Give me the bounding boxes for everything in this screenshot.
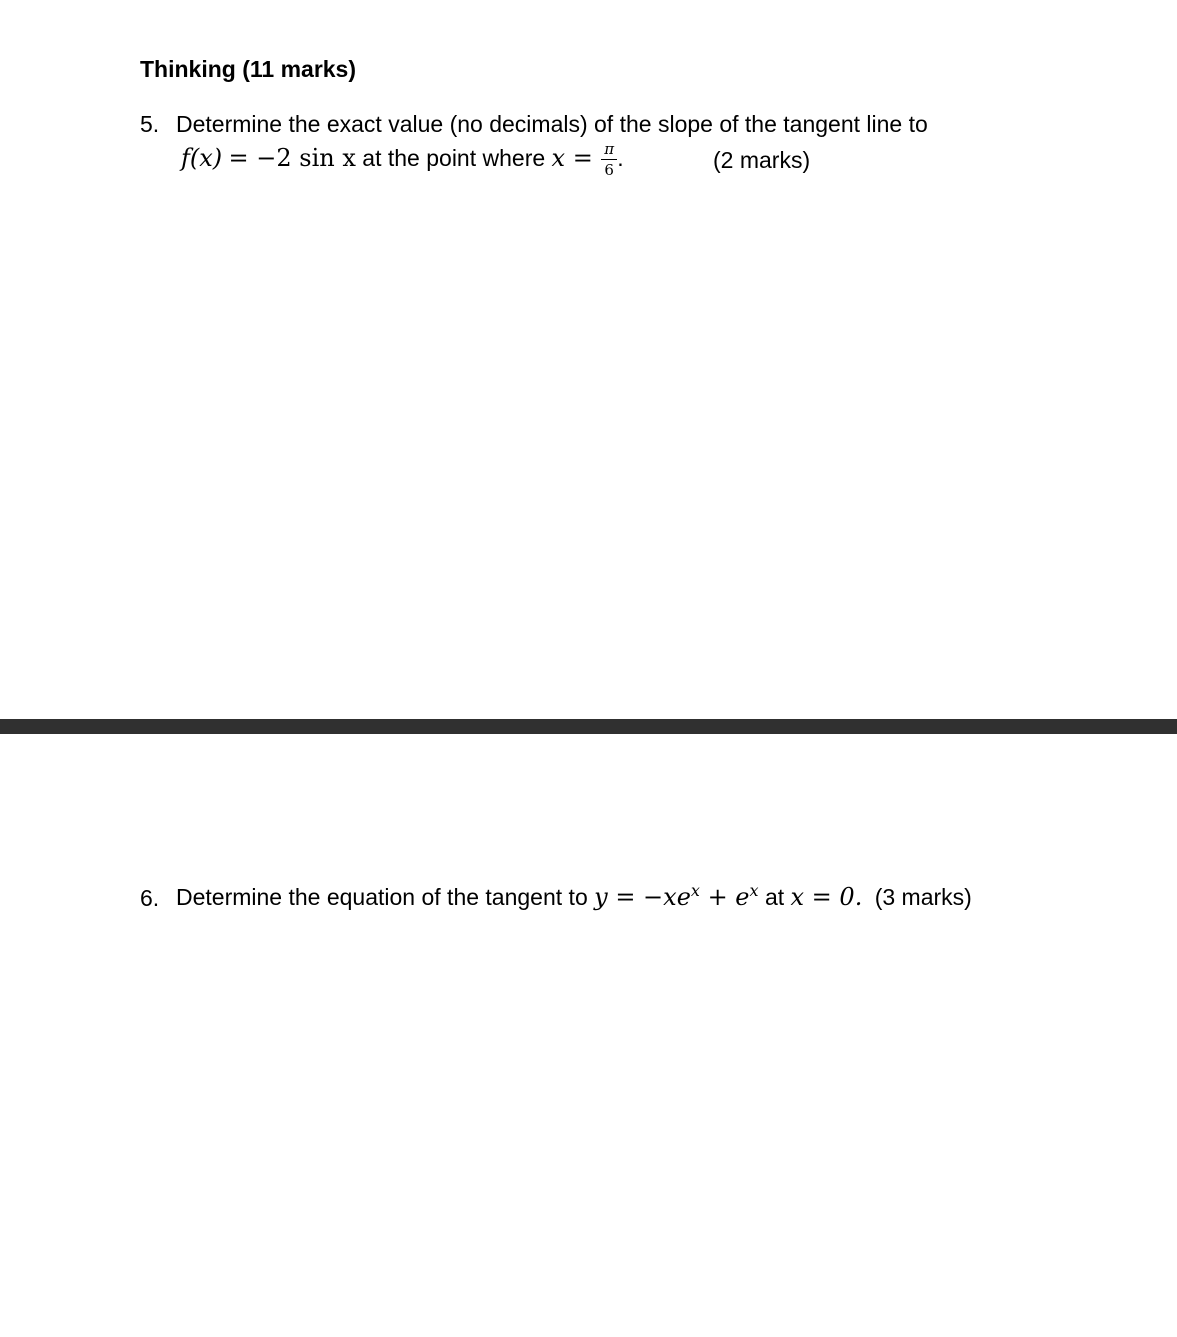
question-5-connector: at the point where — [362, 145, 546, 171]
question-6-condition: x = 0. — [790, 883, 863, 911]
page-divider — [0, 719, 1177, 734]
question-6-marks: (3 marks) — [874, 884, 972, 910]
question-6-connector: at — [764, 884, 785, 910]
fraction-numerator: π — [601, 141, 617, 160]
question-5-number: 5. — [140, 111, 160, 137]
condition-variable: x = — [551, 144, 593, 172]
question-6-line — [176, 880, 972, 914]
function-rhs: = −2 sin x — [228, 144, 356, 172]
pi-over-six-fraction — [601, 141, 617, 178]
function-lhs: f(x) — [181, 144, 223, 172]
question-5-line2: f(x) = −2 sin x at the point where x = $\frac{\pi}{6}$ . — [181, 140, 624, 180]
question-6-number: 6. — [140, 885, 160, 911]
section-title: Thinking (11 marks) — [140, 56, 357, 82]
question-6-equation: $y = -xe^x + e^x$ — [594, 881, 759, 911]
question-5-marks: (2 marks) — [713, 147, 811, 173]
question-5-line1: Determine the exact value (no decimals) of the slope of the tangent line to — [176, 111, 928, 137]
question-6-text: Determine the equation of the tangent to — [176, 884, 588, 910]
fraction-denominator: 6 — [604, 161, 614, 180]
